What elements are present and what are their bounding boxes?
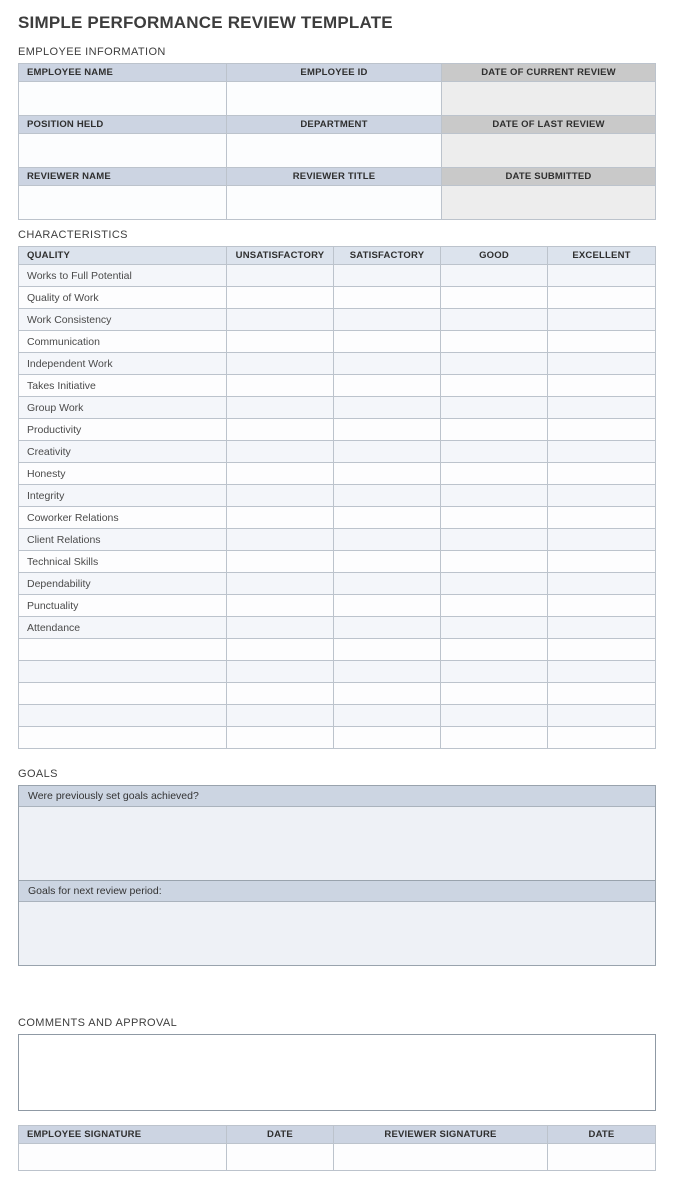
date-of-last-review-input[interactable] [442, 134, 656, 168]
unsatisfactory-column-header: UNSATISFACTORY [227, 247, 334, 265]
quality-cell: Attendance [19, 617, 227, 639]
characteristic-row [19, 485, 656, 507]
quality-cell: Productivity [19, 419, 227, 441]
date-submitted-input[interactable] [442, 186, 656, 220]
characteristic-row [19, 507, 656, 529]
quality-cell: Technical Skills [19, 551, 227, 573]
quality-cell [19, 639, 227, 661]
characteristic-row [19, 595, 656, 617]
rating-cell-satisfactory[interactable] [334, 485, 441, 507]
rating-cell-unsatisfactory[interactable] [227, 331, 334, 353]
rating-cell-unsatisfactory[interactable] [227, 419, 334, 441]
rating-cell-excellent[interactable] [548, 551, 656, 573]
characteristic-row [19, 617, 656, 639]
quality-cell: Honesty [19, 463, 227, 485]
goal-prompt-previous-goals: Were previously set goals achieved? [19, 786, 655, 806]
quality-cell: Coworker Relations [19, 507, 227, 529]
reviewer-signature-date-input[interactable] [548, 1144, 656, 1171]
rating-cell-excellent[interactable] [548, 617, 656, 639]
rating-cell-good[interactable] [441, 375, 548, 397]
reviewer-name-label: REVIEWER NAME [19, 168, 227, 186]
position-held-input[interactable] [19, 134, 227, 168]
quality-cell: Creativity [19, 441, 227, 463]
quality-cell: Integrity [19, 485, 227, 507]
rating-cell-satisfactory[interactable] [334, 727, 441, 749]
employee-id-input[interactable] [227, 82, 442, 116]
rating-cell-excellent[interactable] [548, 419, 656, 441]
employee-signature-date-label: DATE [227, 1126, 334, 1144]
rating-cell-excellent[interactable] [548, 639, 656, 661]
employee-signature-input[interactable] [19, 1144, 227, 1171]
characteristic-row [19, 661, 656, 683]
rating-cell-excellent[interactable] [548, 529, 656, 551]
rating-cell-good[interactable] [441, 397, 548, 419]
section-label-characteristics: CHARACTERISTICS [18, 229, 128, 241]
satisfactory-column-header: SATISFACTORY [334, 247, 441, 265]
rating-cell-excellent[interactable] [548, 573, 656, 595]
quality-column-header: QUALITY [19, 247, 227, 265]
rating-cell-satisfactory[interactable] [334, 705, 441, 727]
quality-cell: Works to Full Potential [19, 265, 227, 287]
rating-cell-good[interactable] [441, 617, 548, 639]
quality-cell: Quality of Work [19, 287, 227, 309]
rating-cell-satisfactory[interactable] [334, 551, 441, 573]
characteristic-row [19, 331, 656, 353]
rating-cell-excellent[interactable] [548, 507, 656, 529]
rating-cell-excellent[interactable] [548, 683, 656, 705]
rating-cell-good[interactable] [441, 507, 548, 529]
rating-cell-unsatisfactory[interactable] [227, 617, 334, 639]
good-column-header: GOOD [441, 247, 548, 265]
rating-cell-unsatisfactory[interactable] [227, 287, 334, 309]
reviewer-signature-label: REVIEWER SIGNATURE [334, 1126, 548, 1144]
signature-table [18, 1125, 656, 1171]
date-of-current-review-input[interactable] [442, 82, 656, 116]
section-label-comments-approval: COMMENTS AND APPROVAL [18, 1017, 178, 1029]
quality-cell: Dependability [19, 573, 227, 595]
rating-cell-good[interactable] [441, 485, 548, 507]
rating-cell-excellent[interactable] [548, 353, 656, 375]
characteristics-table [18, 246, 656, 749]
employee-info-table [18, 63, 656, 220]
characteristic-row [19, 419, 656, 441]
rating-cell-good[interactable] [441, 661, 548, 683]
rating-cell-good[interactable] [441, 353, 548, 375]
section-label-employee-information: EMPLOYEE INFORMATION [18, 46, 166, 58]
rating-cell-unsatisfactory[interactable] [227, 265, 334, 287]
employee-info-value-row [19, 134, 656, 168]
rating-cell-good[interactable] [441, 287, 548, 309]
characteristic-row [19, 265, 656, 287]
rating-cell-excellent[interactable] [548, 727, 656, 749]
rating-cell-excellent[interactable] [548, 595, 656, 617]
characteristic-row [19, 309, 656, 331]
rating-cell-unsatisfactory[interactable] [227, 573, 334, 595]
rating-cell-good[interactable] [441, 683, 548, 705]
rating-cell-unsatisfactory[interactable] [227, 705, 334, 727]
characteristic-row [19, 529, 656, 551]
rating-cell-unsatisfactory[interactable] [227, 683, 334, 705]
date-submitted-label: DATE SUBMITTED [442, 168, 656, 186]
employee-signature-date-input[interactable] [227, 1144, 334, 1171]
rating-cell-satisfactory[interactable] [334, 375, 441, 397]
quality-cell [19, 727, 227, 749]
rating-cell-unsatisfactory[interactable] [227, 353, 334, 375]
rating-cell-excellent[interactable] [548, 463, 656, 485]
rating-cell-excellent[interactable] [548, 375, 656, 397]
characteristic-row [19, 353, 656, 375]
characteristics-header-row [19, 247, 656, 265]
reviewer-signature-input[interactable] [334, 1144, 548, 1171]
employee-name-input[interactable] [19, 82, 227, 116]
rating-cell-satisfactory[interactable] [334, 683, 441, 705]
employee-info-header-row [19, 64, 656, 82]
quality-cell [19, 705, 227, 727]
characteristic-row [19, 375, 656, 397]
characteristic-row [19, 639, 656, 661]
goal-answer-next-period-input[interactable] [19, 901, 655, 965]
rating-cell-good[interactable] [441, 309, 548, 331]
characteristic-row [19, 705, 656, 727]
employee-info-value-row [19, 186, 656, 220]
characteristic-row [19, 573, 656, 595]
rating-cell-excellent[interactable] [548, 309, 656, 331]
rating-cell-satisfactory[interactable] [334, 529, 441, 551]
spacer [18, 994, 656, 1017]
rating-cell-unsatisfactory[interactable] [227, 507, 334, 529]
rating-cell-satisfactory[interactable] [334, 617, 441, 639]
quality-cell: Independent Work [19, 353, 227, 375]
rating-cell-good[interactable] [441, 551, 548, 573]
rating-cell-satisfactory[interactable] [334, 639, 441, 661]
characteristic-row [19, 463, 656, 485]
rating-cell-unsatisfactory[interactable] [227, 639, 334, 661]
excellent-column-header: EXCELLENT [548, 247, 656, 265]
rating-cell-excellent[interactable] [548, 441, 656, 463]
reviewer-title-label: REVIEWER TITLE [227, 168, 442, 186]
rating-cell-unsatisfactory[interactable] [227, 727, 334, 749]
rating-cell-satisfactory[interactable] [334, 661, 441, 683]
rating-cell-excellent[interactable] [548, 265, 656, 287]
rating-cell-unsatisfactory[interactable] [227, 551, 334, 573]
comments-input[interactable] [18, 1034, 656, 1111]
rating-cell-unsatisfactory[interactable] [227, 375, 334, 397]
rating-cell-good[interactable] [441, 463, 548, 485]
signature-header-row [19, 1126, 656, 1144]
quality-cell: Takes Initiative [19, 375, 227, 397]
date-of-last-review-label: DATE OF LAST REVIEW [442, 116, 656, 134]
rating-cell-satisfactory[interactable] [334, 595, 441, 617]
quality-cell [19, 661, 227, 683]
characteristic-row [19, 441, 656, 463]
signature-value-row [19, 1144, 656, 1171]
rating-cell-unsatisfactory[interactable] [227, 485, 334, 507]
rating-cell-good[interactable] [441, 595, 548, 617]
rating-cell-unsatisfactory[interactable] [227, 463, 334, 485]
rating-cell-good[interactable] [441, 331, 548, 353]
rating-cell-excellent[interactable] [548, 705, 656, 727]
rating-cell-satisfactory[interactable] [334, 397, 441, 419]
rating-cell-unsatisfactory[interactable] [227, 595, 334, 617]
quality-cell: Work Consistency [19, 309, 227, 331]
employee-signature-label: EMPLOYEE SIGNATURE [19, 1126, 227, 1144]
rating-cell-excellent[interactable] [548, 661, 656, 683]
goal-prompt-next-period: Goals for next review period: [19, 881, 655, 901]
position-held-label: POSITION HELD [19, 116, 227, 134]
employee-name-label: EMPLOYEE NAME [19, 64, 227, 82]
quality-cell: Group Work [19, 397, 227, 419]
rating-cell-good[interactable] [441, 529, 548, 551]
rating-cell-satisfactory[interactable] [334, 463, 441, 485]
quality-cell [19, 683, 227, 705]
quality-cell: Punctuality [19, 595, 227, 617]
rating-cell-good[interactable] [441, 727, 548, 749]
goals-box [18, 785, 656, 966]
department-label: DEPARTMENT [227, 116, 442, 134]
employee-info-header-row [19, 168, 656, 186]
rating-cell-satisfactory[interactable] [334, 287, 441, 309]
characteristic-row [19, 727, 656, 749]
rating-cell-satisfactory[interactable] [334, 441, 441, 463]
quality-cell: Client Relations [19, 529, 227, 551]
characteristic-row [19, 683, 656, 705]
goal-answer-previous-goals-input[interactable] [19, 806, 655, 881]
reviewer-signature-date-label: DATE [548, 1126, 656, 1144]
rating-cell-good[interactable] [441, 639, 548, 661]
page-title: SIMPLE PERFORMANCE REVIEW TEMPLATE [18, 13, 393, 32]
quality-cell: Communication [19, 331, 227, 353]
characteristic-row [19, 397, 656, 419]
rating-cell-excellent[interactable] [548, 397, 656, 419]
rating-cell-excellent[interactable] [548, 287, 656, 309]
date-of-current-review-label: DATE OF CURRENT REVIEW [442, 64, 656, 82]
rating-cell-unsatisfactory[interactable] [227, 397, 334, 419]
rating-cell-good[interactable] [441, 419, 548, 441]
rating-cell-satisfactory[interactable] [334, 265, 441, 287]
reviewer-name-input[interactable] [19, 186, 227, 220]
rating-cell-good[interactable] [441, 265, 548, 287]
rating-cell-good[interactable] [441, 573, 548, 595]
rating-cell-excellent[interactable] [548, 485, 656, 507]
employee-info-header-row [19, 116, 656, 134]
rating-cell-satisfactory[interactable] [334, 507, 441, 529]
characteristics-body [19, 265, 656, 749]
rating-cell-satisfactory[interactable] [334, 309, 441, 331]
rating-cell-excellent[interactable] [548, 331, 656, 353]
characteristic-row [19, 287, 656, 309]
reviewer-title-input[interactable] [227, 186, 442, 220]
rating-cell-good[interactable] [441, 441, 548, 463]
rating-cell-unsatisfactory[interactable] [227, 309, 334, 331]
employee-id-label: EMPLOYEE ID [227, 64, 442, 82]
rating-cell-satisfactory[interactable] [334, 353, 441, 375]
employee-info-value-row [19, 82, 656, 116]
rating-cell-satisfactory[interactable] [334, 573, 441, 595]
rating-cell-unsatisfactory[interactable] [227, 661, 334, 683]
rating-cell-satisfactory[interactable] [334, 331, 441, 353]
rating-cell-satisfactory[interactable] [334, 419, 441, 441]
rating-cell-good[interactable] [441, 705, 548, 727]
rating-cell-unsatisfactory[interactable] [227, 441, 334, 463]
characteristic-row [19, 551, 656, 573]
rating-cell-unsatisfactory[interactable] [227, 529, 334, 551]
section-label-goals: GOALS [18, 768, 58, 780]
department-input[interactable] [227, 134, 442, 168]
